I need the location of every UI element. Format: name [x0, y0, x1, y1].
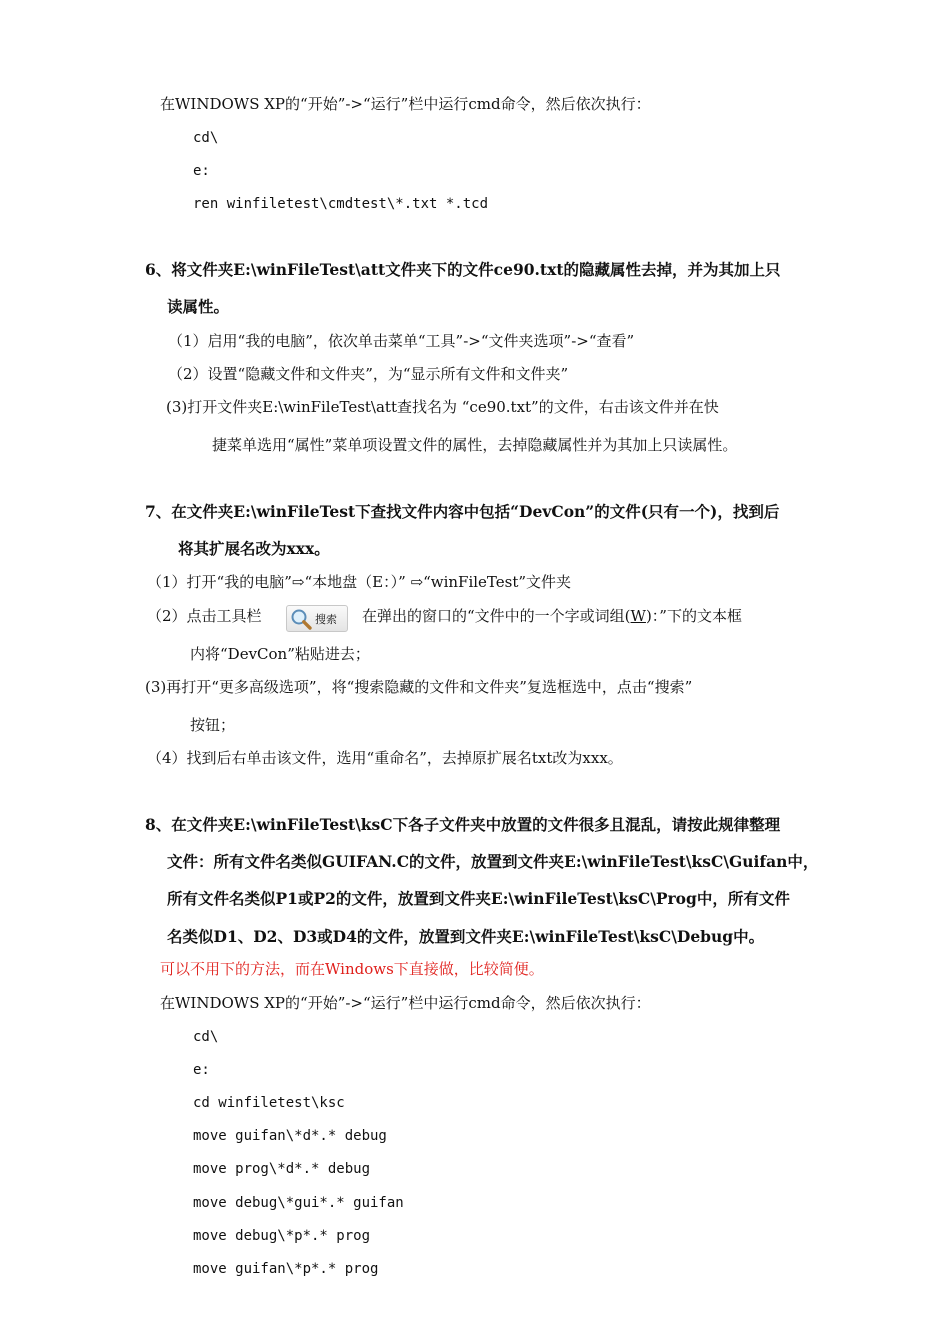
s6-step: (3)打开文件夹E:\winFileTest\att查找名为 “ce90.txt”的文件，右击该文件并在快 [166, 398, 719, 416]
s7-step-cont: 按钮； [190, 716, 236, 734]
s6-step-cont: 捷菜单选用“属性”菜单项设置文件的属性，去掉隐藏属性并为其加上只读属性。 [212, 436, 738, 454]
magnifier-icon [289, 607, 313, 631]
s7-step: （4）找到后右单击该文件，选用“重命名”，去掉原扩展名txt改为xxx。 [147, 749, 623, 767]
s8-intro: 在WINDOWS XP的“开始”->“运行”栏中运行cmd命令，然后依次执行： [160, 994, 651, 1012]
shortcut-key: W [630, 607, 646, 625]
s7-step-text: 在弹出的窗口的“文件中的一个字或词组( [362, 607, 631, 625]
s8-cmd: move guifan\*p*.* prog [193, 1261, 379, 1277]
s8-cmd: move guifan\*d*.* debug [193, 1128, 387, 1144]
s8-cmd: move debug\*gui*.* guifan [193, 1195, 404, 1211]
s8-title-cont: 名类似D1、D2、D3或D4的文件，放置到文件夹E:\winFileTest\ksC\Debug中。 [167, 927, 765, 946]
s6-step: （1）启用“我的电脑”，依次单击菜单“工具”->“文件夹选项”->“查看” [168, 332, 635, 350]
s8-cmd: cd\ [193, 1029, 219, 1045]
s8-note: 可以不用下的方法，而在Windows下直接做，比较简便。 [160, 960, 544, 978]
s6-title: 6、将文件夹E:\winFileTest\att文件夹下的文件ce90.txt的隐藏属性去掉，并为其加上只 [145, 260, 781, 279]
s8-title-cont: 文件：所有文件名类似GUIFAN.C的文件，放置到文件夹E:\winFileTest\ksC\Guifan中， [167, 852, 819, 871]
s7-step-text: )：”下的文本框 [645, 607, 742, 625]
s8-title: 8、在文件夹E:\winFileTest\ksC下各子文件夹中放置的文件很多且混乱，请按此规律整理 [145, 815, 781, 834]
s7-title: 7、在文件夹E:\winFileTest下查找文件内容中包括“DevCon”的文件(只有一个)，找到后 [145, 502, 780, 521]
s8-cmd: e: [193, 1062, 210, 1078]
s5-cmd: cd\ [193, 130, 219, 146]
s5-cmd: ren winfiletest\cmdtest\*.txt *.tcd [193, 196, 489, 212]
s7-title-cont: 将其扩展名改为xxx。 [178, 539, 330, 558]
s8-title-cont: 所有文件名类似P1或P2的文件，放置到文件夹E:\winFileTest\ksC\Prog中，所有文件 [167, 889, 790, 908]
s6-step: （2）设置“隐藏文件和文件夹”，为“显示所有文件和文件夹” [168, 365, 569, 383]
search-button[interactable] [286, 605, 348, 632]
s7-step: （2）点击工具栏 [147, 607, 262, 625]
s7-step: (3)再打开“更多高级选项”，将“搜索隐藏的文件和文件夹”复选框选中，点击“搜索” [145, 678, 693, 696]
s7-step-cont: 内将“DevCon”粘贴进去； [190, 645, 370, 663]
s6-title-cont: 读属性。 [167, 297, 230, 316]
s8-cmd: move debug\*p*.* prog [193, 1228, 371, 1244]
s5-intro: 在WINDOWS XP的“开始”->“运行”栏中运行cmd命令，然后依次执行： [160, 95, 651, 113]
s8-cmd: cd winfiletest\ksc [193, 1095, 345, 1111]
s7-step [362, 606, 742, 626]
search-button-label: 搜索 [315, 612, 337, 626]
s8-cmd: move prog\*d*.* debug [193, 1161, 371, 1177]
s7-step: （1）打开“我的电脑”⇨“本地盘（E：）” ⇨“winFileTest”文件夹 [147, 573, 572, 591]
s5-cmd: e: [193, 163, 210, 179]
